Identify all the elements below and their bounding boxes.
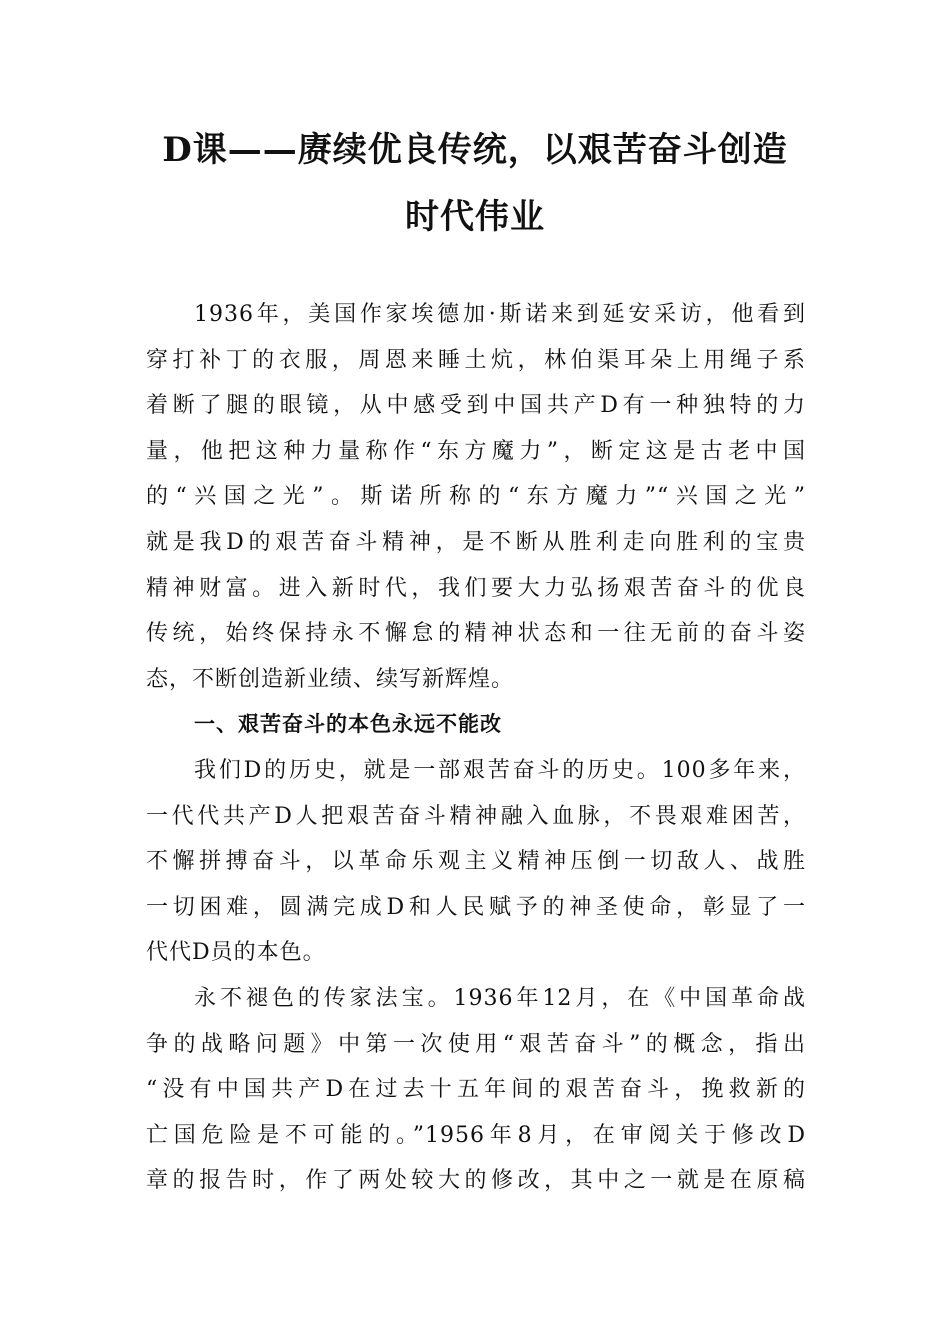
body-line: 的“兴国之光”。斯诺所称的“东方魔力”“兴国之光” [146,484,806,510]
body-line: 着断了腿的眼镜，从中感受到中国共产D有一种独特的力 [146,393,806,419]
body-line: 争的战略问题》中第一次使用“艰苦奋斗”的概念，指出 [146,1031,806,1057]
body-line: 态，不断创造新业绩、续写新辉煌。 [146,666,515,692]
body-line: 穿打补丁的衣服，周恩来睡土炕，林伯渠耳朵上用绳子系 [146,347,806,373]
body-line: 精神财富。进入新时代，我们要大力弘扬艰苦奋斗的优良 [146,575,806,601]
document-title-line-1: D课——赓续优良传统，以艰苦奋斗创造 [162,130,788,170]
body-line: 一代代共产D人把艰苦奋斗精神融入血脉，不畏艰难困苦， [146,803,806,829]
document-title-line-2: 时代伟业 [405,197,545,237]
body-line: 就是我D的艰苦奋斗精神，是不断从胜利走向胜利的宝贵 [146,529,806,555]
body-line: 我们D的历史，就是一部艰苦奋斗的历史。100多年来， [194,757,806,783]
body-line: 章的报告时，作了两处较大的修改，其中之一就是在原稿 [146,1168,806,1194]
body-line: 1936年，美国作家埃德加·斯诺来到延安采访，他看到 [194,302,806,327]
body-line: 不懈拼搏奋斗，以革命乐观主义精神压倒一切敌人、战胜 [146,849,806,875]
body-line: 代代D员的本色。 [146,940,326,966]
body-line: 一切困难，圆满完成D和人民赋予的神圣使命，彰显了一 [146,894,806,920]
body-line: 亡国危险是不可能的。”1956年8月，在审阅关于修改D [146,1122,806,1148]
body-line: 传统，始终保持永不懈怠的精神状态和一往无前的奋斗姿 [146,621,806,647]
body-line: 永不褪色的传家法宝。1936年12月，在《中国革命战 [194,985,806,1011]
document-body [146,292,806,1204]
section-heading: 一、艰苦奋斗的本色永远不能改 [194,712,502,737]
body-line: 量，他把这种力量称作“东方魔力”，断定这是古老中国 [146,438,806,464]
body-line: “没有中国共产D在过去十五年间的艰苦奋斗，挽救新的 [146,1077,806,1103]
